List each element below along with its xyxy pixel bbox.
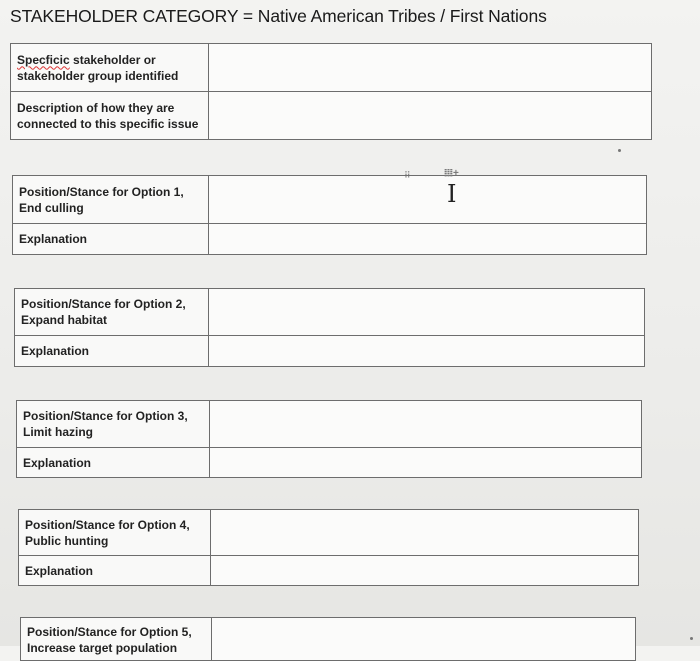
table-row bbox=[17, 448, 642, 478]
option-4-explanation-value[interactable] bbox=[211, 556, 639, 586]
option-5-position-value[interactable] bbox=[212, 618, 636, 661]
table-row bbox=[19, 556, 639, 586]
option-3-explanation-value[interactable] bbox=[210, 448, 642, 478]
position-label-text: Position/Stance for Option 4, bbox=[25, 517, 190, 532]
table-row bbox=[15, 336, 645, 367]
option-1-explanation-label: Explanation bbox=[13, 224, 209, 255]
stray-dot bbox=[690, 637, 693, 640]
text-cursor-icon: I bbox=[447, 180, 457, 208]
misspelled-word: Specficic bbox=[17, 52, 70, 67]
option-2-position-label bbox=[15, 289, 209, 336]
description-value-cell[interactable] bbox=[209, 92, 652, 140]
option-2-explanation-label: Explanation bbox=[15, 336, 209, 367]
option-4-position-value[interactable] bbox=[211, 510, 639, 556]
option-2-table bbox=[14, 288, 645, 367]
option-1-explanation-value[interactable] bbox=[209, 224, 647, 255]
position-label-text: Position/Stance for Option 1, bbox=[19, 184, 184, 199]
option-2-explanation-value[interactable] bbox=[209, 336, 645, 367]
option-name-text: Expand habitat bbox=[21, 313, 108, 327]
option-name-text: Public hunting bbox=[25, 533, 109, 548]
drag-handle-icon[interactable]: ⠿ bbox=[404, 170, 412, 180]
option-4-explanation-label: Explanation bbox=[19, 556, 211, 586]
page-title: STAKEHOLDER CATEGORY = Native American Tribes / First Nations bbox=[10, 6, 547, 26]
option-2-position-value[interactable] bbox=[209, 289, 645, 336]
option-name-text: End culling bbox=[19, 200, 84, 215]
option-3-table bbox=[16, 400, 642, 478]
stakeholder-identification-table bbox=[10, 43, 652, 140]
option-5-table bbox=[20, 617, 636, 661]
option-3-position-value[interactable] bbox=[210, 401, 642, 448]
table-row bbox=[21, 618, 636, 661]
option-3-explanation-label: Explanation bbox=[17, 448, 210, 478]
table-row bbox=[11, 92, 652, 140]
stakeholder-label-rest: stakeholder or stakeholder group identified bbox=[17, 52, 179, 83]
insert-column-icon[interactable]: 𝍖+ bbox=[444, 168, 459, 179]
table-edit-overlay bbox=[400, 166, 480, 216]
table-row bbox=[13, 176, 647, 224]
option-1-table bbox=[12, 175, 647, 255]
position-label-text: Position/Stance for Option 2, bbox=[21, 297, 186, 311]
option-1-position-label bbox=[13, 176, 209, 224]
stakeholder-value-cell[interactable] bbox=[209, 44, 652, 92]
position-label-text: Position/Stance for Option 5, bbox=[27, 625, 192, 639]
table-row bbox=[19, 510, 639, 556]
option-name-text: Limit hazing bbox=[23, 425, 93, 439]
option-3-position-label bbox=[17, 401, 210, 448]
option-5-position-label bbox=[21, 618, 212, 661]
option-name-text: Increase target population bbox=[27, 641, 178, 655]
option-4-position-label bbox=[19, 510, 211, 556]
position-label-text: Position/Stance for Option 3, bbox=[23, 409, 188, 423]
table-row bbox=[17, 401, 642, 448]
option-4-table bbox=[18, 509, 639, 586]
table-row bbox=[15, 289, 645, 336]
table-row bbox=[13, 224, 647, 255]
stray-dot bbox=[618, 149, 621, 152]
stakeholder-label-cell bbox=[11, 44, 209, 92]
table-row bbox=[11, 44, 652, 92]
description-label-cell: Description of how they are connected to this specific issue bbox=[11, 92, 209, 140]
